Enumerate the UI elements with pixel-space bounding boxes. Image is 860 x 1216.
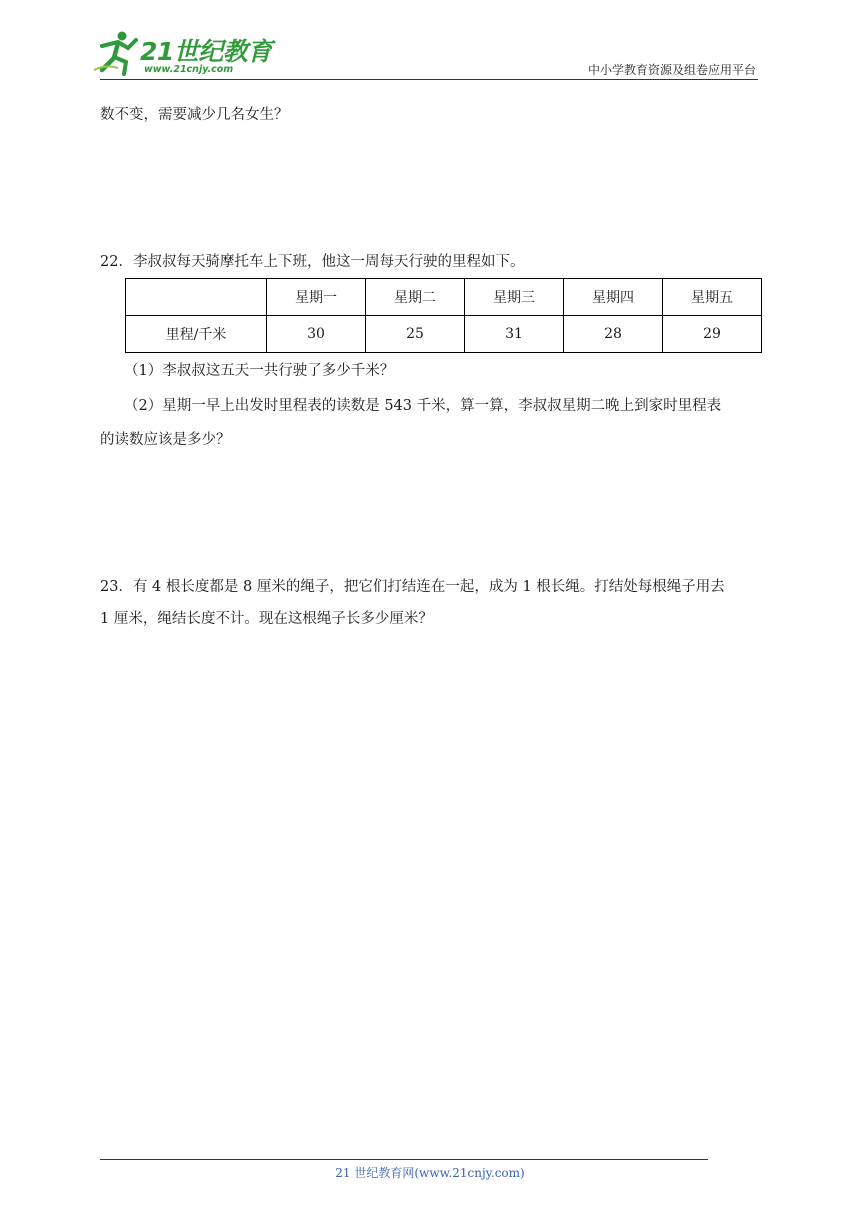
table-corner-cell [126, 279, 267, 316]
table-row-label: 里程/千米 [126, 316, 267, 353]
table-header-cell: 星期二 [366, 279, 465, 316]
logo-url: www.21cnjy.com [144, 64, 234, 75]
question-23-line-2: 1 厘米，绳结长度不计。现在这根绳子长多少厘米？ [100, 611, 433, 627]
page-header [0, 0, 860, 82]
question-22-part-1: （1）李叔叔这五天一共行驶了多少千米？ [124, 363, 395, 379]
table-cell: 29 [663, 316, 762, 353]
platform-name: 中小学教育资源及组卷应用平台 [587, 63, 756, 77]
mileage-table [125, 278, 762, 353]
table-header-cell: 星期四 [564, 279, 663, 316]
question-22-part-2-line-1: （2）星期一早上出发时里程表的读数是 543 千米，算一算，李叔叔星期二晚上到家时里程表 [124, 398, 722, 414]
site-logo[interactable] [92, 30, 272, 82]
question-22-stem: 22．李叔叔每天骑摩托车上下班，他这一周每天行驶的里程如下。 [100, 254, 525, 270]
question-23-line-1: 23．有 4 根长度都是 8 厘米的绳子，把它们打结连在一起，成为 1 根长绳。打结处每根绳子用去 [100, 579, 725, 595]
table-cell: 31 [465, 316, 564, 353]
table-cell: 28 [564, 316, 663, 353]
footer-divider [100, 1159, 708, 1160]
runner-logo-icon [92, 30, 142, 76]
table-header-row [126, 279, 762, 316]
logo-wordmark: 21世纪教育 [140, 37, 272, 66]
footer-link[interactable]: 21 世纪教育网(www.21cnjy.com) [335, 1166, 525, 1180]
table-cell: 30 [267, 316, 366, 353]
table-cell: 25 [366, 316, 465, 353]
header-divider [100, 79, 758, 80]
question-22-part-2-line-2: 的读数应该是多少？ [100, 432, 231, 448]
table-header-cell: 星期五 [663, 279, 762, 316]
table-header-cell: 星期三 [465, 279, 564, 316]
table-row [126, 316, 762, 353]
continuation-text: 数不变，需要减少几名女生？ [100, 107, 289, 123]
table-header-cell: 星期一 [267, 279, 366, 316]
